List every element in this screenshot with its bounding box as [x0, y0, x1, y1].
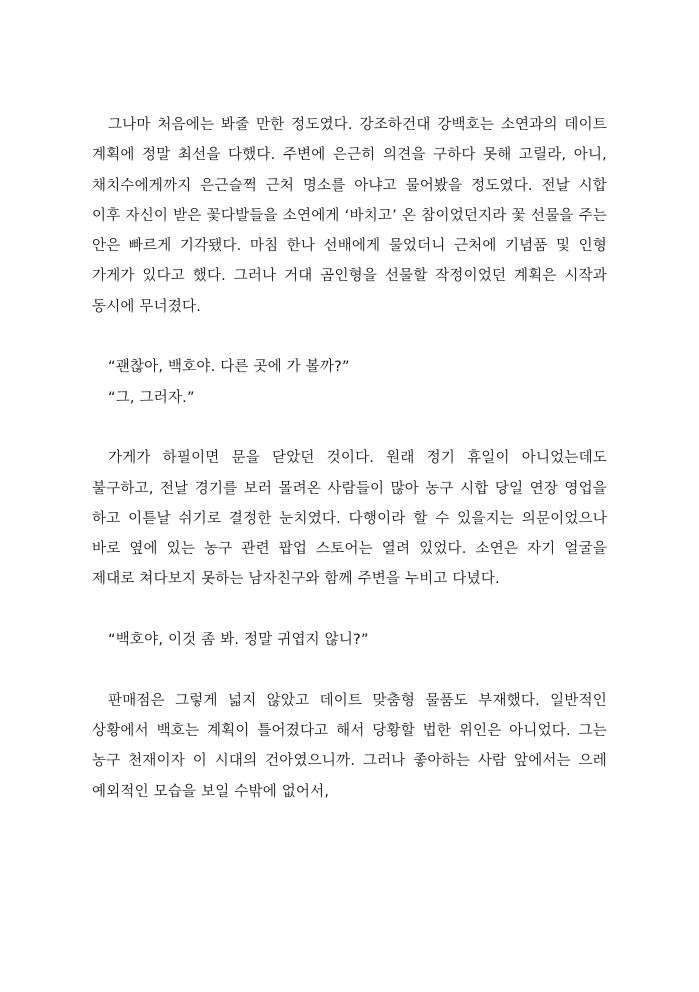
paragraph-gap [92, 413, 607, 443]
paragraph-1: 그나마 처음에는 봐줄 만한 정도였다. 강조하건대 강백호는 소연과의 데이트 계획에 정말 최선을 다했다. 주변에 은근히 의견을 구하다 못해 고릴라, 아니, 채치수에게까지 은근슬쩍 근처 명소를 아냐고 물어봤을 정도였다. 전날 시합 이후 자신이 받은 꽃다발들을 소연에게 ‘바치고’ 온 참이었던지라 꽃 선물을 주는 안은 빠르게 기각됐다. 마침 한나 선배에게 물었더니 근처에 기념품 및 인형 가게가 있다고 했다. 그러나 거대 곰인형을 선물할 작정이었던 계획은 시작과 동시에 무너졌다. [92, 117, 607, 315]
paragraph-gap [92, 595, 607, 625]
body-text [92, 110, 607, 807]
paragraph-3: 판매점은 그렇게 넓지 않았고 데이트 맞춤형 물품도 부재했다. 일반적인 상황에서 백호는 계획이 틀어졌다고 해서 당황할 법한 위인은 아니었다. 그는 농구 천재이자 이 시대의 건아였으니까. 그러나 좋아하는 사람 앞에서는 으레 예외적인 모습을 보일 수밖에 없어서, [92, 692, 607, 800]
dialogue-line-2: “그, 그러자.” [108, 389, 195, 406]
paragraph-2: 가게가 하필이면 문을 닫았던 것이다. 원래 정기 휴일이 아니었는데도 불구하고, 전날 경기를 보러 몰려온 사람들이 많아 농구 시합 당일 연장 영업을 하고 이튿날 쉬기로 결정한 눈치였다. 다행이라 할 수 있을지는 의문이었으나 바로 옆에 있는 농구 관련 팝업 스토어는 열려 있었다. 소연은 자기 얼굴을 제대로 쳐다보지 못하는 남자친구와 함께 주변을 누비고 다녔다. [92, 450, 607, 588]
dialogue-line-1: “괜찮아, 백호야. 다른 곳에 가 볼까?” [108, 359, 350, 376]
dialogue-line-3: “백호야, 이것 좀 봐. 정말 귀엽지 않니?” [108, 632, 369, 649]
paragraph-gap [92, 655, 607, 685]
paragraph-gap [92, 322, 607, 352]
